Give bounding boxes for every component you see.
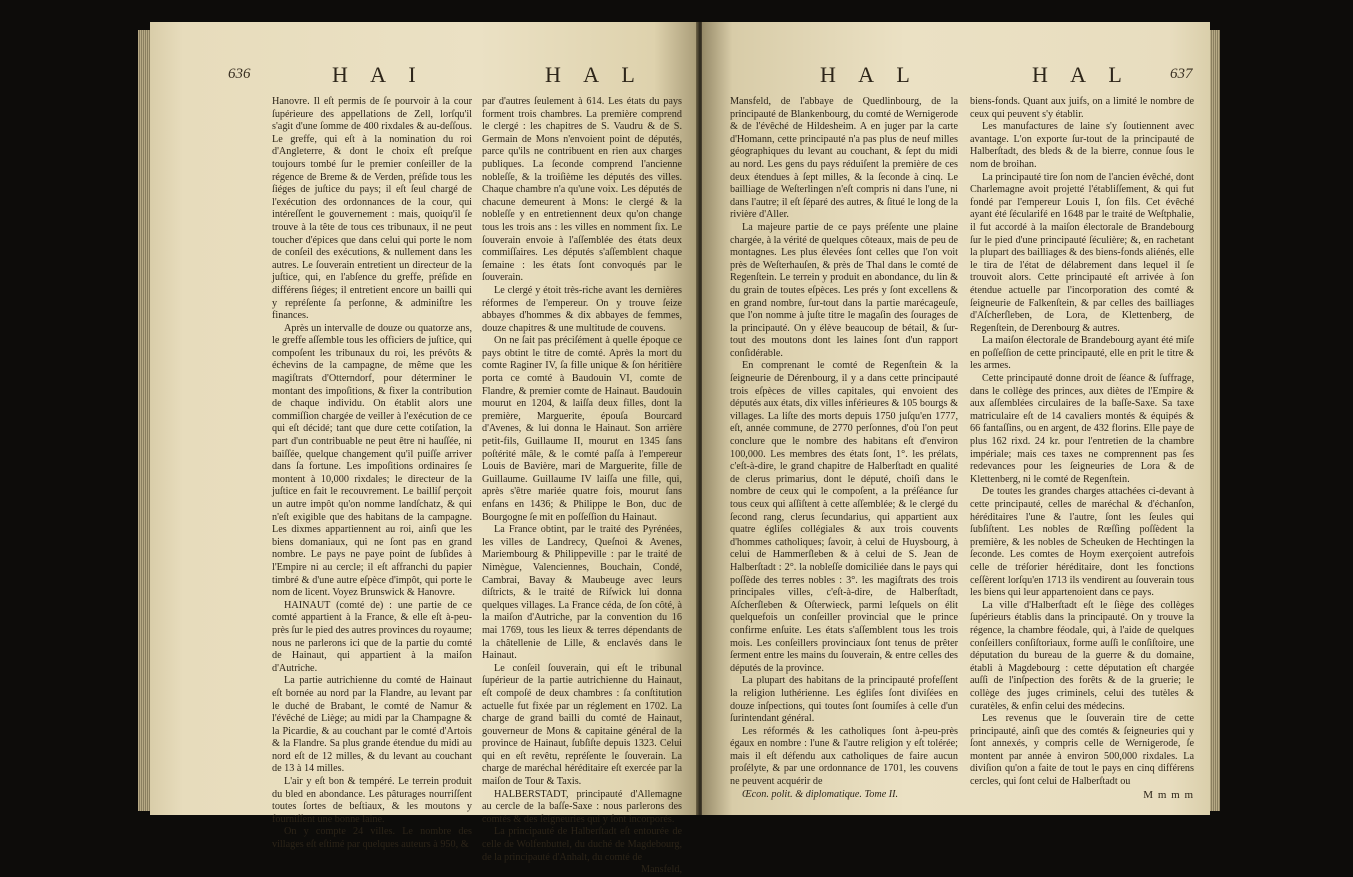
paragraph: La principauté tire ſon nom de l'ancien évêché, dont Charlemagne avoit projetté l'établiſſement, & qui fut fondé par l'empereur Louis I, ſon fils. Cet évêché ayant été ſécularifé en 1648 par le traité de Weſtphalie, il fut accordé à la maiſon électorale de Brandebourg ſur le pied d'une principauté ſéculière; &, en rachetant la plupart des bailliages & des biens-fonds aliénés, elle le tira de l'état de délabrement dans lequel il ſe trouvoit alors. Cette principauté eſt arrivée à ſon étendue actuelle par l'incorporation des comté & ſeigneurie de Falkenſtein, & par celles des bailliages d'Aſcherſleben, de Lora, de Klettenberg, de Regenſtein, de Derenbourg & autres.	[970, 171, 1194, 334]
left-page	[150, 22, 698, 876]
right-page-edges	[1210, 30, 1220, 811]
paragraph: On ne ſait pas préciſément à quelle époque ce pays obtint le titre de comté. Après la mort du comte Raginer IV, ſa fille unique & ſon héritière porta ce comté à Baudouin VI, comte de Flandre, & premier comte de Hainaut. Baudouin mourut en 1204, & laiſſa deux filles, dont la première, Marguerite, épouſa Bourcard d'Avenes, & lui donna le Hainaut. Son arrière petit-fils, Guillaume II, mourut en 1345 ſans poſtérité mâle, & le comté paſſa à l'empereur Louis de Bavière, mari de Marguerite, fille de Guillaume. Guillaume IV laiſſa une fille, qui, après s'être mariée quatre fois, mourut ſans enfans en 1436; & Philippe le Bon, duc de Bourgogne ſe mit en poſſeſſion du Hainaut.	[482, 335, 682, 523]
left-running-head-2: H A L	[545, 62, 644, 87]
left-page-column-1	[272, 96, 472, 852]
paragraph: par d'autres ſeulement à 614. Les états du pays forment trois chambres. La première comprend le clergé : les chapitres de S. Vaudru & de S. Germain de Mons n'envoient point de députés, parce qu'ils ne contribuent en rien aux charges publiques. La ſeconde comprend l'ancienne nobleſſe, & la troiſième les députés des villes. Chaque chambre n'a qu'une voix. Les députés de chacune demeurent à Mons: le clergé & la nobleſſe y en entretiennent deux qu'on change tous les trois ans : les villes en nomment ſix. Le ſouverain envoie à l'aſſemblée des états deux commiſſaires. Les députés s'aſſemblent chaque ſemaine : les états ſont convoqués par le ſouverain.	[482, 96, 682, 284]
paragraph: Le conſeil ſouverain, qui eſt le tribunal ſupérieur de la partie autrichienne du Hainaut, eſt compoſé de deux chambres : ſa conſtitution actuelle fut fixée par un réglement en 1702. La charge de grand bailli du comté de Hainaut, gouverneur de Mons & capitaine général de la province de Hainaut, ſubſiſte depuis 1323. Celui qui en eſt revêtu, repréſente le ſouverain. La charge de maréchal héréditaire eſt exercée par la maiſon de Tour & Taxis.	[482, 662, 682, 788]
right-page-column-2	[970, 96, 1194, 801]
paragraph: En comprenant le comté de Regenſtein & la ſeigneurie de Dérenbourg, il y a dans cette principauté trois eſpèces de villes capitales, qui envoient des députés aux états, dix villes inférieures & 105 bourgs & villages. La liſte des morts depuis 1750 juſqu'en 1777, eſt, année commune, de 2770 perſonnes, d'où l'on peut conclure que le nombre des habitans eſt d'environ 100,000. Les membres des états ſont, 1°. les prélats, c'eſt-à-dire, le grand chapitre de Halberſtadt en qualité de clerus primarius, dont le député, choiſi dans le nombre de ceux qui le compoſent, a la préſéance ſur tous ceux qui aſſiſtent à cette aſſemblée; & le clergé du ſecond rang, clerus ſecundarius, qui appartient aux quatre égliſes collégiales & aux trois couvents d'hommes catholiques; ſavoir, à celui de Huysbourg, à celui de Hammerſleben & à celui de S. Jean de Halberſtadt : 2°. la nobleſſe domiciliée dans le pays qui poſſède des terres nobles : 3°. les magiſtrats des trois principales villes, c'eſt-à-dire, de Halberſtadt, Aſcherſleben & Oſterwieck, parmi leſquels on élit quelquefois un conſeiller provincial que le prince confirme enſuite. Les états s'aſſemblent tous les trois mois. Les conſeillers provinciaux ſont tenus de prêter ſerment entre les mains du ſouverain, & entre celles des députés de la province.	[730, 360, 958, 674]
left-page-column-2	[482, 96, 682, 877]
right-page	[702, 22, 1210, 815]
left-page-edges	[138, 30, 150, 811]
right-running-head-1: H A L	[820, 62, 919, 87]
paragraph: La France obtint, par le traité des Pyrénées, les villes de Landrecy, Queſnoi & Avenes, Mariembourg & Philippeville : par le traité de Nimègue, Valenciennes, Bouchain, Condé, Cambrai, Bavay & Maubeuge avec leurs diſtricts, & le traité de Riſwick lui donna quelques villages. La France céda, de ſon côté, à la maiſon d'Autriche, par la convention du 16 mai 1769, tous les lieux & terres dépendants de la châtellenie de Lille, & enclavés dans le Hainaut.	[482, 524, 682, 662]
right-page-header	[702, 62, 1210, 92]
catchword: Mansfeld,	[640, 864, 682, 876]
paragraph: La partie autrichienne du comté de Hainaut eſt bornée au nord par la Flandre, au levant par le duché de Brabant, le comté de Namur & l'évêché de Liège; au midi par la Champagne & la Picardie, & au couchant par le comté d'Artois & la Flandre. Sa plus grande étendue du midi au nord eſt de 12 milles, & du levant au couchant de 13 à 14 milles.	[272, 675, 472, 775]
left-page-number: 636	[228, 66, 251, 82]
paragraph: On y compte 24 villes. Le nombre des villages eſt eſtimé par quelques auteurs à 950, &	[272, 826, 472, 851]
paragraph: HAINAUT (comté de) : une partie de ce comté appartient à la France, & elle eſt à-peu-près ſur le pied des autres provinces du royaume; nous ne parlerons ici que de la partie du comté de Hainaut, qui appartient à la maiſon d'Autriche.	[272, 599, 472, 674]
paragraph: Les réformés & les catholiques ſont à-peu-près égaux en nombre : l'une & l'autre religion y eſt tolérée; mais il eſt défendu aux catholiques de faire aucun proſélyte, & par une ordonnance de 1701, les couvens ne peuvent acquérir de	[730, 725, 958, 788]
paragraph: La plupart des habitans de la principauté profeſſent la religion luthérienne. Les égliſes ſont diviſées en douze inſpections, qui toutes ſont ſoumiſes à celle d'un ſurintendant général.	[730, 675, 958, 725]
paragraph: De toutes les grandes charges attachées ci-devant à cette principauté, celles de maréchal & d'échanſon, héréditaires l'une & l'autre, ſont les ſeules qui ſubſiſtent. Les nobles de Rœſſing poſſèdent la première, & les nobles de Scheuken de Hechtingen la ſeconde. Les comtes de Hoym exerçoient autrefois celle de tréſorier héréditaire, dont les fonctions ceſſèrent lorſqu'en 1713 ils vendirent au ſouverain tous les biens qui leur appartenoient dans ce pays.	[970, 486, 1194, 599]
paragraph: La maiſon électorale de Brandebourg ayant été miſe en poſſeſſion de cette principauté, elle en prit le titre & les armes.	[970, 335, 1194, 372]
right-page-column-1	[730, 96, 958, 801]
paragraph: La majeure partie de ce pays préſente une plaine chargée, à la vérité de quelques côteaux, mais de peu de montagnes. Les plus élevées ſont celles que l'on voit près de Weſterhauſen, & près de Thal dans le comté de Regenſtein. Le terrein y produit en abondance, du lin & du grain de toutes eſpèces. Les prés y ſont excellens & en grand nombre, ſur-tout dans la partie marécageuſe, que l'on nomme à juſte titre le magaſin des ſourages de la principauté. On y élève beaucoup de bétail, & ſur-tout des moutons dont les laines ſont d'un rapport conſidérable.	[730, 221, 958, 359]
right-page-number: 637	[1170, 66, 1193, 82]
paragraph: La principauté de Halberſtadt eſt entourée de celle de Wolfenbuttel, du duché de Magdebourg, de la principauté d'Anhalt, du comté de	[482, 826, 682, 863]
left-running-head-1: H A I	[332, 62, 425, 87]
paragraph: Mansfeld, de l'abbaye de Quedlinbourg, de la principauté de Blankenbourg, du comté de Wernigerode & de l'évêché de Hildesheim. A en juger par la carte d'Homann, cette principauté n'a pas plus de neuf milles géographiques du levant au couchant, & ſept du midi au nord. Les gens du pays réduiſent la première de ces deux étendues à ſept milles, & la ſeconde à cinq. Le bailliage de Weſterlingen n'eſt compris ni dans l'une, ni dans l'autre; il eſt ſéparé des autres, & ſitué le long de la rivière d'Aller.	[730, 96, 958, 221]
paragraph: biens-fonds. Quant aux juifs, on a limité le nombre de ceux qui peuvent s'y établir.	[970, 96, 1194, 120]
paragraph: Après un intervalle de douze ou quatorze ans, le greffe aſſemble tous les officiers de juſtice, qui compoſent les tribunaux du roi, les prévôts & échevins de la campagne, de même que les magiſtrats d'Otterndorf, pour déterminer le montant des impoſitions, & fixer la contribution de chaque individu. On établit alors une commiſſion chargée de veiller à l'exécution de ce qui eſt décidé; tant que dure cette cotiſation, la part d'un contribuable ne peut être ni hauſſée, ni baiſſée, quelque changement qu'il puiſſe arriver dans ſa fortune. Les impoſitions ordinaires ſe montent à 10,000 rixdales; le directeur de la juſtice en fait le recouvrement. Le bailliſ perçoit un autre impôt qu'on nomme landſchatz, & qui n'eſt exigible que des habitans de la campagne. Les dixmes appartiennent au roi, ainſi que les biens domaniaux, qui ne ſont pas en grand nombre. Le pays ne paye point de ſubſides à l'Empire ni au cercle; il eſt affranchi du papier timbré & d'une autre eſpèce d'impôt, qui porte le nom de licent. Voyez Brunswick & Hanovre.	[272, 322, 472, 599]
page-footer: Œcon. polit. & diplomatique. Tome II.	[742, 788, 899, 800]
paragraph: Hanovre. Il eſt permis de ſe pourvoir à la cour ſupérieure des appellations de Zell, lorſqu'il s'agit d'une ſomme de 400 rixdales & au-deſſous. Le greffe, qui eſt à la nomination du roi d'Angleterre, & dont le choix eſt preſque toujours tombé ſur le premier conſeiller de la régence de Breme & de Verden, préſide tous les ſiéges de juſtice du pays; il eſt ſeul chargé de l'exécution des ordonnances de la cour, qui intéreſſent le gouvernement : mais, quoiqu'il ſe trouve à la tête de tous ces tribunaux, il ne peut toucher d'épices que dans celui qui porte le nom de conſeil des exécutions, & nullement dans les autres. Le ſouverain entretient un directeur de la juſtice, qui, en l'abſence du greffe, préſide en différens ſiéges; il entretient encore un bailli qui y repréſente ſa perſonne, & adminiſtre les finances.	[272, 96, 472, 322]
paragraph: Les revenus que le ſouverain tire de cette principauté, ainſi que des comtés & ſeigneuries qui y ſont annexés, y compris celle de Wernigerode, ſe montent par année à environ 500,000 rixdales. La diviſion qu'on a faite de tout le pays en cinq différens cercles, qui ſont celui de Halberſtadt ou	[970, 713, 1194, 788]
paragraph: L'air y eſt bon & tempéré. Le terrein produit du bled en abondance. Les pâturages nourriſſent toutes ſortes de beſtiaux, & les moutons y fourniſſent une bonne laine.	[272, 776, 472, 825]
paragraph: Les manufactures de laine s'y ſoutiennent avec avantage. L'on exporte ſur-tout de la principauté de Halberſtadt, des bleds & de la bierre, connue ſous le nom de broihan.	[970, 121, 1194, 170]
paragraph: HALBERSTADT, principauté d'Allemagne au cercle de la baſſe-Saxe : nous parlerons des comtés & des ſeigneuries qui y ſont incorporés.	[482, 788, 682, 825]
paragraph: La ville d'Halberſtadt eſt le ſiège des collèges ſupérieurs établis dans la principauté. On y trouve la régence, la chambre féodale, qui, à l'aide de quelques conſeillers conſiſtoriaux, forme auſſi le conſiſtoire, une députation du bureau de la guerre & du domaine, établi à Magdebourg : cette députation eſt chargée auſſi de l'inſpection des forêts & de la gruerie; le collège des juges criminels, celui des tutèles & curatèles, & enfin celui des médecins.	[970, 599, 1194, 712]
paragraph: Cette principauté donne droit de ſéance & ſuffrage, dans le collège des princes, aux diètes de l'Empire & aux aſſemblées circulaires de la baſſe-Saxe. Sa taxe matriculaire eſt de 14 cavaliers montés & équipés & 66 fantaſſins, ou en argent, de 432 florins. Elle paye de plus 162 rixd. 24 kr. pour l'entretien de la chambre impériale; mais ces taxes ne comprennent pas ſes redevances pour les ſeigneuries de Lora & de Klettenberg, ni le comté de Regenſtein.	[970, 373, 1194, 485]
paragraph: Le clergé y étoit très-riche avant les dernières réformes de l'empereur. On y trouve ſeize abbayes d'hommes & dix abbayes de femmes, douze chapitres & une multitude de couvens.	[482, 284, 682, 334]
right-running-head-2: H A L	[1032, 62, 1131, 87]
left-page-header	[150, 62, 698, 92]
signature-mark: M m m m	[1143, 788, 1194, 801]
